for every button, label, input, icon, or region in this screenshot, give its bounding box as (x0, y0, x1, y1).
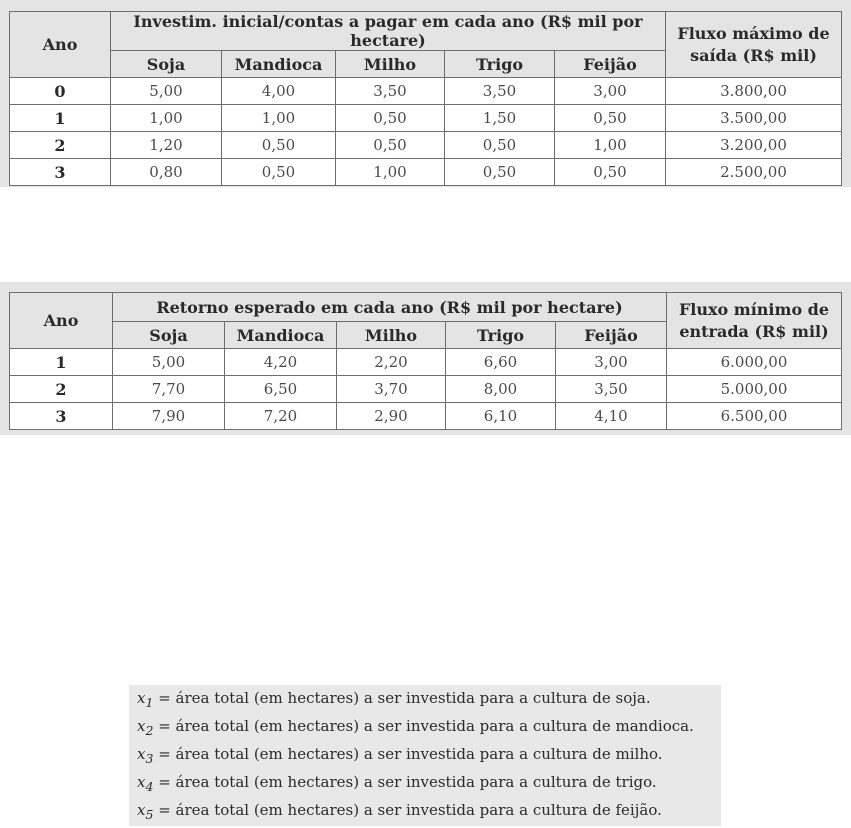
crop-header: Mandioca (222, 51, 336, 78)
definition-line (129, 685, 721, 713)
investment-table-panel (0, 0, 851, 187)
value-cell: 7,20 (225, 403, 337, 430)
table-row (10, 376, 842, 403)
crop-header: Feijão (555, 51, 666, 78)
value-cell: 6,50 (225, 376, 337, 403)
crop-header: Milho (336, 51, 445, 78)
crop-header: Soja (113, 322, 225, 349)
value-cell: 0,50 (555, 159, 666, 186)
table-row (10, 403, 842, 430)
return-table (9, 292, 842, 430)
value-cell: 0,50 (336, 132, 445, 159)
value-cell: 3,00 (556, 349, 667, 376)
crop-header: Feijão (556, 322, 667, 349)
ano-cell: 1 (10, 105, 111, 132)
variable-subscript: 1 (145, 695, 154, 710)
investment-table (9, 11, 842, 186)
variable-symbol: x (137, 745, 146, 763)
value-cell: 3,50 (445, 78, 555, 105)
variable-symbol: x (137, 717, 146, 735)
value-cell: 0,50 (336, 105, 445, 132)
value-cell: 3,50 (336, 78, 445, 105)
crop-header: Mandioca (225, 322, 337, 349)
ano-cell: 2 (10, 376, 113, 403)
value-cell: 2,90 (337, 403, 446, 430)
value-cell: 0,50 (445, 159, 555, 186)
definition-text: = área total (em hectares) a ser investida para a cultura de soja. (153, 689, 651, 707)
flow-cell: 3.500,00 (666, 105, 842, 132)
value-cell: 8,00 (446, 376, 556, 403)
ano-header: Ano (10, 293, 113, 349)
value-cell: 1,00 (336, 159, 445, 186)
return-group-header: Retorno esperado em cada ano (R$ mil por hectare) (113, 293, 667, 322)
value-cell: 0,50 (555, 105, 666, 132)
value-cell: 4,20 (225, 349, 337, 376)
table-row (10, 349, 842, 376)
value-cell: 7,90 (113, 403, 225, 430)
value-cell: 0,50 (445, 132, 555, 159)
definition-line (129, 713, 721, 741)
return-table-panel (0, 282, 851, 435)
value-cell: 4,00 (222, 78, 336, 105)
variable-subscript: 5 (145, 807, 154, 822)
value-cell: 3,50 (556, 376, 667, 403)
table-row (10, 105, 842, 132)
value-cell: 2,20 (337, 349, 446, 376)
ano-cell: 3 (10, 159, 111, 186)
crop-header: Trigo (446, 322, 556, 349)
variable-subscript: 3 (145, 751, 154, 766)
min-inflow-header: Fluxo mínimo de entrada (R$ mil) (667, 293, 842, 349)
ano-cell: 2 (10, 132, 111, 159)
value-cell: 0,50 (222, 159, 336, 186)
variable-symbol: x (137, 773, 146, 791)
ano-header: Ano (10, 12, 111, 78)
definition-line (129, 741, 721, 769)
investment-group-header: Investim. inicial/contas a pagar em cada ano (R$ mil por hectare) (111, 12, 666, 51)
flow-cell: 6.500,00 (667, 403, 842, 430)
flow-cell: 5.000,00 (667, 376, 842, 403)
flow-cell: 6.000,00 (667, 349, 842, 376)
flow-cell: 3.800,00 (666, 78, 842, 105)
value-cell: 1,20 (111, 132, 222, 159)
variable-subscript: 4 (145, 779, 154, 794)
definition-text: = área total (em hectares) a ser investida para a cultura de milho. (153, 745, 663, 763)
value-cell: 6,10 (446, 403, 556, 430)
ano-cell: 0 (10, 78, 111, 105)
value-cell: 0,80 (111, 159, 222, 186)
variable-symbol: x (137, 801, 146, 819)
value-cell: 5,00 (113, 349, 225, 376)
table-row (10, 132, 842, 159)
value-cell: 5,00 (111, 78, 222, 105)
value-cell: 3,70 (337, 376, 446, 403)
definition-text: = área total (em hectares) a ser investida para a cultura de trigo. (153, 773, 657, 791)
definition-text: = área total (em hectares) a ser investida para a cultura de mandioca. (153, 717, 694, 735)
value-cell: 4,10 (556, 403, 667, 430)
value-cell: 0,50 (222, 132, 336, 159)
flow-cell: 3.200,00 (666, 132, 842, 159)
variable-subscript: 2 (145, 723, 154, 738)
value-cell: 1,00 (555, 132, 666, 159)
ano-cell: 1 (10, 349, 113, 376)
crop-header: Trigo (445, 51, 555, 78)
variable-symbol: x (137, 689, 146, 707)
definition-line (129, 769, 721, 797)
crop-header: Milho (337, 322, 446, 349)
value-cell: 7,70 (113, 376, 225, 403)
value-cell: 3,00 (555, 78, 666, 105)
variable-definitions (129, 685, 721, 826)
value-cell: 1,00 (222, 105, 336, 132)
value-cell: 1,00 (111, 105, 222, 132)
table-row (10, 159, 842, 186)
flow-cell: 2.500,00 (666, 159, 842, 186)
crop-header: Soja (111, 51, 222, 78)
value-cell: 1,50 (445, 105, 555, 132)
value-cell: 6,60 (446, 349, 556, 376)
definition-line (129, 797, 721, 825)
ano-cell: 3 (10, 403, 113, 430)
max-outflow-header: Fluxo máximo de saída (R$ mil) (666, 12, 842, 78)
table-row (10, 78, 842, 105)
definition-text: = área total (em hectares) a ser investida para a cultura de feijão. (153, 801, 662, 819)
